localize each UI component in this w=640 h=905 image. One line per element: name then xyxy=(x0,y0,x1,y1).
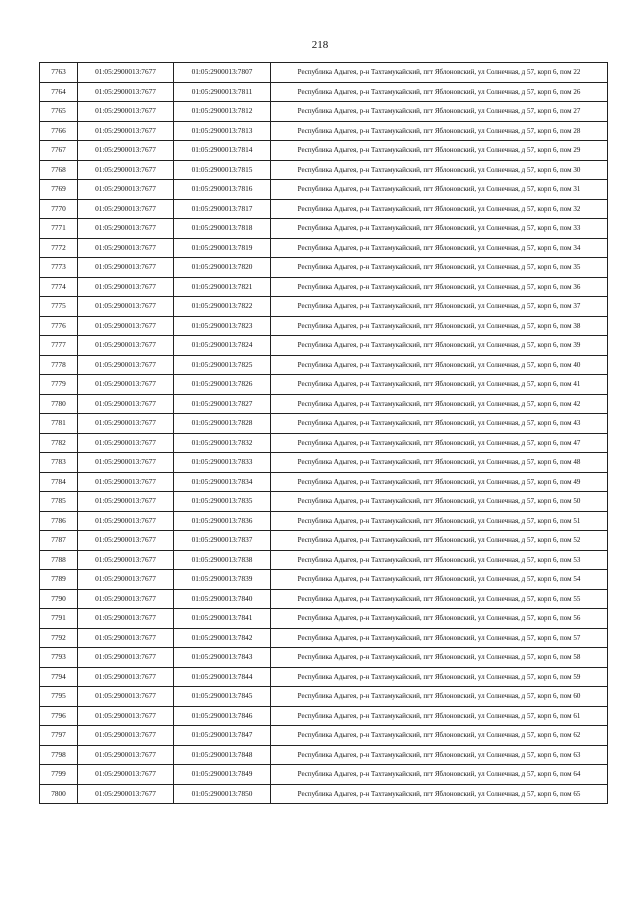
row-number-cell: 7790 xyxy=(40,589,78,609)
cadastral-number-cell: 01:05:2900013:7846 xyxy=(174,706,271,726)
address-cell: Республика Адыгея, р-н Тахтамукайский, пгт Яблоновский, ул Солнечная, д 57, корп 6, пом 31 xyxy=(271,180,608,200)
row-number-cell: 7767 xyxy=(40,141,78,161)
table-row xyxy=(40,355,608,375)
address-cell: Республика Адыгея, р-н Тахтамукайский, пгт Яблоновский, ул Солнечная, д 57, корп 6, пом 62 xyxy=(271,726,608,746)
row-number-cell: 7792 xyxy=(40,628,78,648)
cadastral-number-cell: 01:05:2900013:7826 xyxy=(174,375,271,395)
table-row xyxy=(40,648,608,668)
address-cell: Республика Адыгея, р-н Тахтамукайский, пгт Яблоновский, ул Солнечная, д 57, корп 6, пом 48 xyxy=(271,453,608,473)
table-row xyxy=(40,667,608,687)
address-cell: Республика Адыгея, р-н Тахтамукайский, пгт Яблоновский, ул Солнечная, д 57, корп 6, пом 28 xyxy=(271,121,608,141)
table-row xyxy=(40,102,608,122)
address-cell: Республика Адыгея, р-н Тахтамукайский, пгт Яблоновский, ул Солнечная, д 57, корп 6, пом 52 xyxy=(271,531,608,551)
row-number-cell: 7784 xyxy=(40,472,78,492)
parent-cadastral-number-cell: 01:05:2900013:7677 xyxy=(78,336,174,356)
address-cell: Республика Адыгея, р-н Тахтамукайский, пгт Яблоновский, ул Солнечная, д 57, корп 6, пом 50 xyxy=(271,492,608,512)
table-row xyxy=(40,765,608,785)
row-number-cell: 7763 xyxy=(40,63,78,83)
table-row xyxy=(40,531,608,551)
table-row xyxy=(40,121,608,141)
address-cell: Республика Адыгея, р-н Тахтамукайский, пгт Яблоновский, ул Солнечная, д 57, корп 6, пом 41 xyxy=(271,375,608,395)
table-row xyxy=(40,706,608,726)
parent-cadastral-number-cell: 01:05:2900013:7677 xyxy=(78,414,174,434)
row-number-cell: 7764 xyxy=(40,82,78,102)
address-cell: Республика Адыгея, р-н Тахтамукайский, пгт Яблоновский, ул Солнечная, д 57, корп 6, пом 58 xyxy=(271,648,608,668)
address-cell: Республика Адыгея, р-н Тахтамукайский, пгт Яблоновский, ул Солнечная, д 57, корп 6, пом 56 xyxy=(271,609,608,629)
table-row xyxy=(40,199,608,219)
row-number-cell: 7771 xyxy=(40,219,78,239)
cadastral-number-cell: 01:05:2900013:7834 xyxy=(174,472,271,492)
cadastral-number-cell: 01:05:2900013:7837 xyxy=(174,531,271,551)
address-cell: Республика Адыгея, р-н Тахтамукайский, пгт Яблоновский, ул Солнечная, д 57, корп 6, пом 43 xyxy=(271,414,608,434)
parent-cadastral-number-cell: 01:05:2900013:7677 xyxy=(78,648,174,668)
row-number-cell: 7799 xyxy=(40,765,78,785)
table-row xyxy=(40,570,608,590)
address-cell: Республика Адыгея, р-н Тахтамукайский, пгт Яблоновский, ул Солнечная, д 57, корп 6, пом 38 xyxy=(271,316,608,336)
cadastral-number-cell: 01:05:2900013:7848 xyxy=(174,745,271,765)
address-cell: Республика Адыгея, р-н Тахтамукайский, пгт Яблоновский, ул Солнечная, д 57, корп 6, пом 61 xyxy=(271,706,608,726)
parent-cadastral-number-cell: 01:05:2900013:7677 xyxy=(78,706,174,726)
registry-table-body xyxy=(40,63,608,804)
table-row xyxy=(40,784,608,804)
row-number-cell: 7793 xyxy=(40,648,78,668)
cadastral-number-cell: 01:05:2900013:7840 xyxy=(174,589,271,609)
cadastral-number-cell: 01:05:2900013:7833 xyxy=(174,453,271,473)
address-cell: Республика Адыгея, р-н Тахтамукайский, пгт Яблоновский, ул Солнечная, д 57, корп 6, пом 22 xyxy=(271,63,608,83)
parent-cadastral-number-cell: 01:05:2900013:7677 xyxy=(78,238,174,258)
row-number-cell: 7797 xyxy=(40,726,78,746)
address-cell: Республика Адыгея, р-н Тахтамукайский, пгт Яблоновский, ул Солнечная, д 57, корп 6, пом 53 xyxy=(271,550,608,570)
row-number-cell: 7785 xyxy=(40,492,78,512)
row-number-cell: 7787 xyxy=(40,531,78,551)
row-number-cell: 7770 xyxy=(40,199,78,219)
parent-cadastral-number-cell: 01:05:2900013:7677 xyxy=(78,297,174,317)
parent-cadastral-number-cell: 01:05:2900013:7677 xyxy=(78,141,174,161)
parent-cadastral-number-cell: 01:05:2900013:7677 xyxy=(78,570,174,590)
cadastral-number-cell: 01:05:2900013:7842 xyxy=(174,628,271,648)
cadastral-number-cell: 01:05:2900013:7812 xyxy=(174,102,271,122)
row-number-cell: 7788 xyxy=(40,550,78,570)
parent-cadastral-number-cell: 01:05:2900013:7677 xyxy=(78,667,174,687)
parent-cadastral-number-cell: 01:05:2900013:7677 xyxy=(78,628,174,648)
row-number-cell: 7783 xyxy=(40,453,78,473)
cadastral-number-cell: 01:05:2900013:7822 xyxy=(174,297,271,317)
row-number-cell: 7782 xyxy=(40,433,78,453)
address-cell: Республика Адыгея, р-н Тахтамукайский, пгт Яблоновский, ул Солнечная, д 57, корп 6, пом 51 xyxy=(271,511,608,531)
address-cell: Республика Адыгея, р-н Тахтамукайский, пгт Яблоновский, ул Солнечная, д 57, корп 6, пом 49 xyxy=(271,472,608,492)
page-number: 218 xyxy=(311,39,329,51)
cadastral-number-cell: 01:05:2900013:7824 xyxy=(174,336,271,356)
parent-cadastral-number-cell: 01:05:2900013:7677 xyxy=(78,745,174,765)
cadastral-number-cell: 01:05:2900013:7847 xyxy=(174,726,271,746)
address-cell: Республика Адыгея, р-н Тахтамукайский, пгт Яблоновский, ул Солнечная, д 57, корп 6, пом 47 xyxy=(271,433,608,453)
cadastral-number-cell: 01:05:2900013:7843 xyxy=(174,648,271,668)
parent-cadastral-number-cell: 01:05:2900013:7677 xyxy=(78,82,174,102)
address-cell: Республика Адыгея, р-н Тахтамукайский, пгт Яблоновский, ул Солнечная, д 57, корп 6, пом 37 xyxy=(271,297,608,317)
row-number-cell: 7765 xyxy=(40,102,78,122)
row-number-cell: 7775 xyxy=(40,297,78,317)
parent-cadastral-number-cell: 01:05:2900013:7677 xyxy=(78,160,174,180)
parent-cadastral-number-cell: 01:05:2900013:7677 xyxy=(78,453,174,473)
cadastral-number-cell: 01:05:2900013:7825 xyxy=(174,355,271,375)
row-number-cell: 7780 xyxy=(40,394,78,414)
table-row xyxy=(40,277,608,297)
table-row xyxy=(40,726,608,746)
address-cell: Республика Адыгея, р-н Тахтамукайский, пгт Яблоновский, ул Солнечная, д 57, корп 6, пом 33 xyxy=(271,219,608,239)
parent-cadastral-number-cell: 01:05:2900013:7677 xyxy=(78,784,174,804)
cadastral-number-cell: 01:05:2900013:7832 xyxy=(174,433,271,453)
row-number-cell: 7794 xyxy=(40,667,78,687)
row-number-cell: 7786 xyxy=(40,511,78,531)
row-number-cell: 7772 xyxy=(40,238,78,258)
cadastral-number-cell: 01:05:2900013:7818 xyxy=(174,219,271,239)
address-cell: Республика Адыгея, р-н Тахтамукайский, пгт Яблоновский, ул Солнечная, д 57, корп 6, пом 65 xyxy=(271,784,608,804)
table-row xyxy=(40,492,608,512)
cadastral-number-cell: 01:05:2900013:7823 xyxy=(174,316,271,336)
parent-cadastral-number-cell: 01:05:2900013:7677 xyxy=(78,219,174,239)
address-cell: Республика Адыгея, р-н Тахтамукайский, пгт Яблоновский, ул Солнечная, д 57, корп 6, пом 27 xyxy=(271,102,608,122)
address-cell: Республика Адыгея, р-н Тахтамукайский, пгт Яблоновский, ул Солнечная, д 57, корп 6, пом 63 xyxy=(271,745,608,765)
row-number-cell: 7779 xyxy=(40,375,78,395)
cadastral-number-cell: 01:05:2900013:7820 xyxy=(174,258,271,278)
table-row xyxy=(40,609,608,629)
table-row xyxy=(40,316,608,336)
table-row xyxy=(40,472,608,492)
parent-cadastral-number-cell: 01:05:2900013:7677 xyxy=(78,550,174,570)
address-cell: Республика Адыгея, р-н Тахтамукайский, пгт Яблоновский, ул Солнечная, д 57, корп 6, пом 60 xyxy=(271,687,608,707)
table-row xyxy=(40,82,608,102)
parent-cadastral-number-cell: 01:05:2900013:7677 xyxy=(78,63,174,83)
parent-cadastral-number-cell: 01:05:2900013:7677 xyxy=(78,765,174,785)
parent-cadastral-number-cell: 01:05:2900013:7677 xyxy=(78,277,174,297)
address-cell: Республика Адыгея, р-н Тахтамукайский, пгт Яблоновский, ул Солнечная, д 57, корп 6, пом 57 xyxy=(271,628,608,648)
parent-cadastral-number-cell: 01:05:2900013:7677 xyxy=(78,531,174,551)
table-row xyxy=(40,589,608,609)
cadastral-number-cell: 01:05:2900013:7841 xyxy=(174,609,271,629)
table-row xyxy=(40,160,608,180)
table-row xyxy=(40,628,608,648)
address-cell: Республика Адыгея, р-н Тахтамукайский, пгт Яблоновский, ул Солнечная, д 57, корп 6, пом 54 xyxy=(271,570,608,590)
table-row xyxy=(40,258,608,278)
cadastral-number-cell: 01:05:2900013:7838 xyxy=(174,550,271,570)
cadastral-number-cell: 01:05:2900013:7835 xyxy=(174,492,271,512)
table-row xyxy=(40,180,608,200)
row-number-cell: 7773 xyxy=(40,258,78,278)
table-row xyxy=(40,433,608,453)
address-cell: Республика Адыгея, р-н Тахтамукайский, пгт Яблоновский, ул Солнечная, д 57, корп 6, пом 36 xyxy=(271,277,608,297)
parent-cadastral-number-cell: 01:05:2900013:7677 xyxy=(78,492,174,512)
table-row xyxy=(40,219,608,239)
table-row xyxy=(40,297,608,317)
parent-cadastral-number-cell: 01:05:2900013:7677 xyxy=(78,394,174,414)
cadastral-number-cell: 01:05:2900013:7836 xyxy=(174,511,271,531)
parent-cadastral-number-cell: 01:05:2900013:7677 xyxy=(78,726,174,746)
parent-cadastral-number-cell: 01:05:2900013:7677 xyxy=(78,511,174,531)
cadastral-number-cell: 01:05:2900013:7815 xyxy=(174,160,271,180)
cadastral-number-cell: 01:05:2900013:7819 xyxy=(174,238,271,258)
parent-cadastral-number-cell: 01:05:2900013:7677 xyxy=(78,258,174,278)
table-row xyxy=(40,336,608,356)
parent-cadastral-number-cell: 01:05:2900013:7677 xyxy=(78,316,174,336)
table-row xyxy=(40,745,608,765)
address-cell: Республика Адыгея, р-н Тахтамукайский, пгт Яблоновский, ул Солнечная, д 57, корп 6, пом 40 xyxy=(271,355,608,375)
address-cell: Республика Адыгея, р-н Тахтамукайский, пгт Яблоновский, ул Солнечная, д 57, корп 6, пом 30 xyxy=(271,160,608,180)
cadastral-number-cell: 01:05:2900013:7845 xyxy=(174,687,271,707)
address-cell: Республика Адыгея, р-н Тахтамукайский, пгт Яблоновский, ул Солнечная, д 57, корп 6, пом 26 xyxy=(271,82,608,102)
parent-cadastral-number-cell: 01:05:2900013:7677 xyxy=(78,609,174,629)
cadastral-number-cell: 01:05:2900013:7814 xyxy=(174,141,271,161)
cadastral-number-cell: 01:05:2900013:7817 xyxy=(174,199,271,219)
address-cell: Республика Адыгея, р-н Тахтамукайский, пгт Яблоновский, ул Солнечная, д 57, корп 6, пом 55 xyxy=(271,589,608,609)
cadastral-number-cell: 01:05:2900013:7849 xyxy=(174,765,271,785)
row-number-cell: 7778 xyxy=(40,355,78,375)
address-cell: Республика Адыгея, р-н Тахтамукайский, пгт Яблоновский, ул Солнечная, д 57, корп 6, пом 35 xyxy=(271,258,608,278)
parent-cadastral-number-cell: 01:05:2900013:7677 xyxy=(78,472,174,492)
parent-cadastral-number-cell: 01:05:2900013:7677 xyxy=(78,121,174,141)
cadastral-number-cell: 01:05:2900013:7807 xyxy=(174,63,271,83)
cadastral-number-cell: 01:05:2900013:7850 xyxy=(174,784,271,804)
registry-table xyxy=(39,62,608,804)
address-cell: Республика Адыгея, р-н Тахтамукайский, пгт Яблоновский, ул Солнечная, д 57, корп 6, пом 34 xyxy=(271,238,608,258)
row-number-cell: 7796 xyxy=(40,706,78,726)
row-number-cell: 7769 xyxy=(40,180,78,200)
cadastral-number-cell: 01:05:2900013:7827 xyxy=(174,394,271,414)
table-row xyxy=(40,375,608,395)
row-number-cell: 7781 xyxy=(40,414,78,434)
table-row xyxy=(40,394,608,414)
cadastral-number-cell: 01:05:2900013:7828 xyxy=(174,414,271,434)
table-row xyxy=(40,63,608,83)
table-row xyxy=(40,550,608,570)
address-cell: Республика Адыгея, р-н Тахтамукайский, пгт Яблоновский, ул Солнечная, д 57, корп 6, пом 42 xyxy=(271,394,608,414)
cadastral-number-cell: 01:05:2900013:7816 xyxy=(174,180,271,200)
address-cell: Республика Адыгея, р-н Тахтамукайский, пгт Яблоновский, ул Солнечная, д 57, корп 6, пом 32 xyxy=(271,199,608,219)
cadastral-number-cell: 01:05:2900013:7821 xyxy=(174,277,271,297)
table-row xyxy=(40,511,608,531)
parent-cadastral-number-cell: 01:05:2900013:7677 xyxy=(78,375,174,395)
table-row xyxy=(40,687,608,707)
row-number-cell: 7768 xyxy=(40,160,78,180)
address-cell: Республика Адыгея, р-н Тахтамукайский, пгт Яблоновский, ул Солнечная, д 57, корп 6, пом 29 xyxy=(271,141,608,161)
address-cell: Республика Адыгея, р-н Тахтамукайский, пгт Яблоновский, ул Солнечная, д 57, корп 6, пом 59 xyxy=(271,667,608,687)
row-number-cell: 7777 xyxy=(40,336,78,356)
cadastral-number-cell: 01:05:2900013:7839 xyxy=(174,570,271,590)
parent-cadastral-number-cell: 01:05:2900013:7677 xyxy=(78,433,174,453)
row-number-cell: 7766 xyxy=(40,121,78,141)
cadastral-number-cell: 01:05:2900013:7811 xyxy=(174,82,271,102)
parent-cadastral-number-cell: 01:05:2900013:7677 xyxy=(78,180,174,200)
row-number-cell: 7789 xyxy=(40,570,78,590)
cadastral-number-cell: 01:05:2900013:7813 xyxy=(174,121,271,141)
cadastral-number-cell: 01:05:2900013:7844 xyxy=(174,667,271,687)
address-cell: Республика Адыгея, р-н Тахтамукайский, пгт Яблоновский, ул Солнечная, д 57, корп 6, пом 39 xyxy=(271,336,608,356)
row-number-cell: 7791 xyxy=(40,609,78,629)
parent-cadastral-number-cell: 01:05:2900013:7677 xyxy=(78,589,174,609)
row-number-cell: 7774 xyxy=(40,277,78,297)
parent-cadastral-number-cell: 01:05:2900013:7677 xyxy=(78,102,174,122)
row-number-cell: 7798 xyxy=(40,745,78,765)
table-row xyxy=(40,414,608,434)
address-cell: Республика Адыгея, р-н Тахтамукайский, пгт Яблоновский, ул Солнечная, д 57, корп 6, пом 64 xyxy=(271,765,608,785)
row-number-cell: 7800 xyxy=(40,784,78,804)
parent-cadastral-number-cell: 01:05:2900013:7677 xyxy=(78,687,174,707)
table-row xyxy=(40,453,608,473)
table-row xyxy=(40,238,608,258)
row-number-cell: 7795 xyxy=(40,687,78,707)
row-number-cell: 7776 xyxy=(40,316,78,336)
parent-cadastral-number-cell: 01:05:2900013:7677 xyxy=(78,199,174,219)
table-row xyxy=(40,141,608,161)
parent-cadastral-number-cell: 01:05:2900013:7677 xyxy=(78,355,174,375)
